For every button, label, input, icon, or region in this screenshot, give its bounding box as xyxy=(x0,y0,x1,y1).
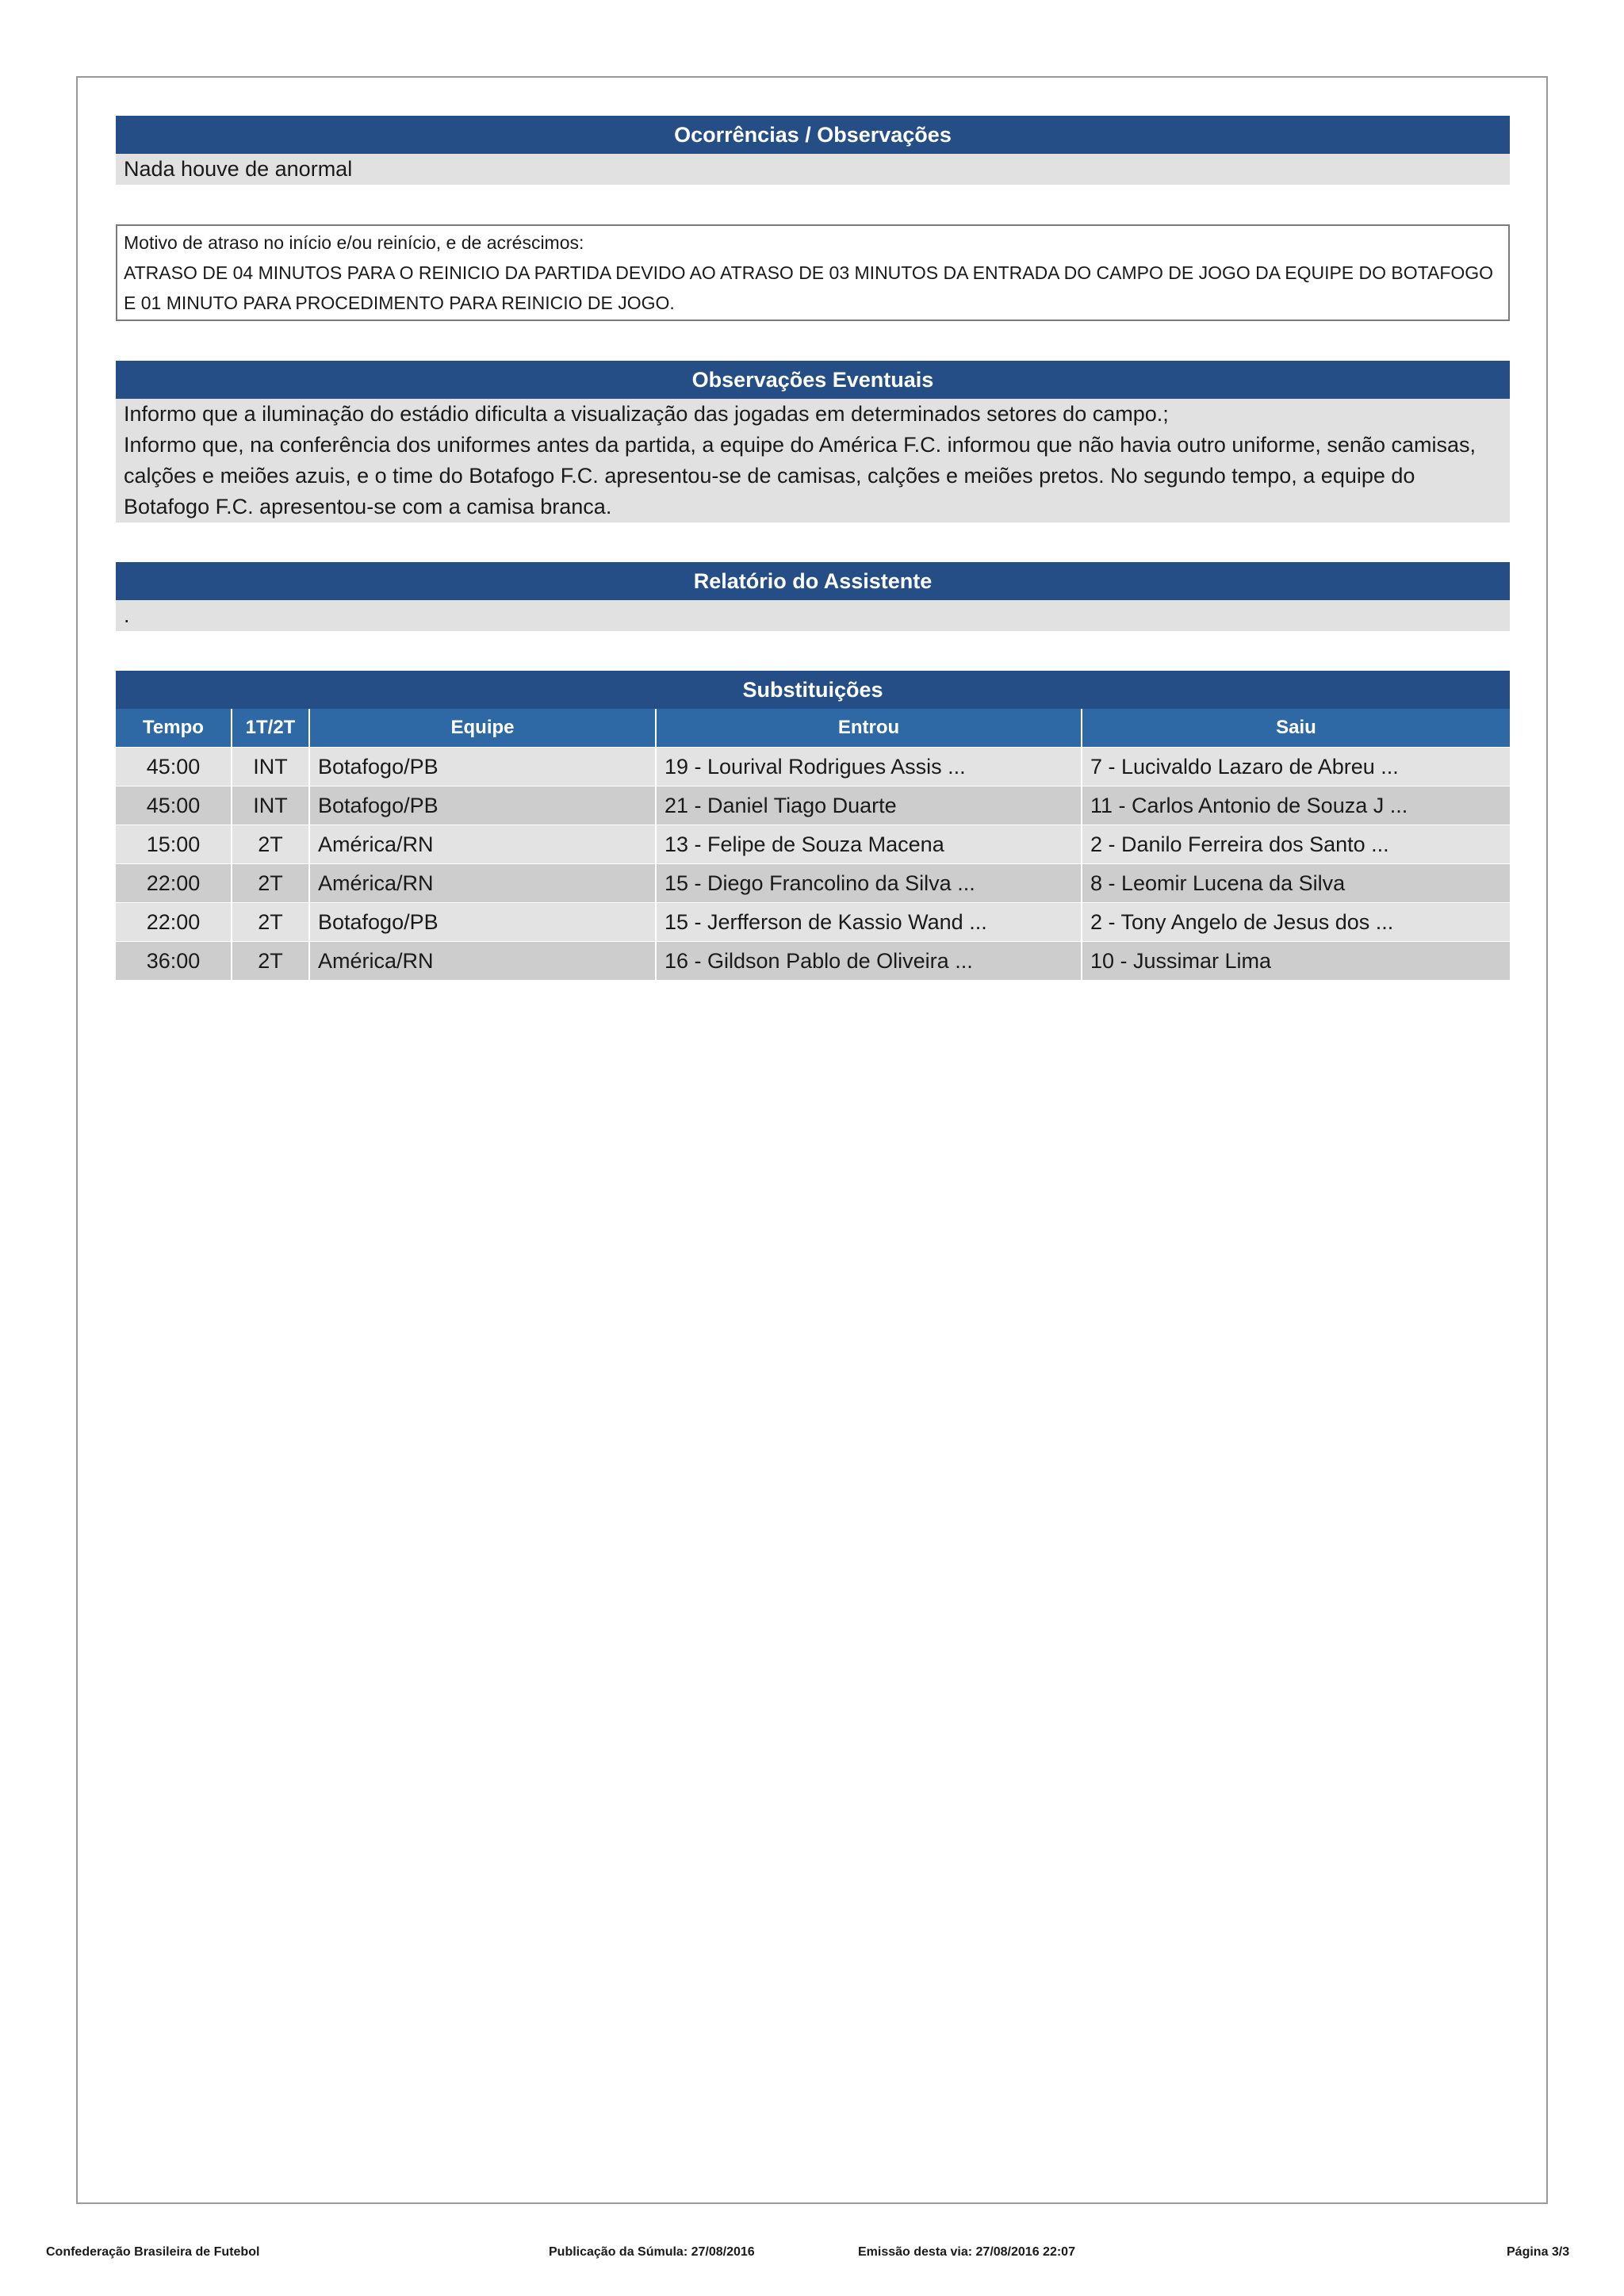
substituicoes-section xyxy=(116,671,1510,980)
table-row xyxy=(116,786,1510,825)
cell-tempo: 36:00 xyxy=(116,942,232,981)
column-header-periodo: 1T/2T xyxy=(232,709,309,748)
cell-entrou: 19 - Lourival Rodrigues Assis ... xyxy=(656,748,1082,786)
footer-pagina: Página 3/3 xyxy=(1507,2245,1570,2259)
column-header-entrou: Entrou xyxy=(656,709,1082,748)
cell-tempo: 15:00 xyxy=(116,825,232,864)
table-row xyxy=(116,825,1510,864)
column-header-saiu: Saiu xyxy=(1082,709,1510,748)
motivo-label: Motivo de atraso no início e/ou reinício, e de acréscimos: xyxy=(124,232,584,253)
footer-emissao: Emissão desta via: 27/08/2016 22:07 xyxy=(858,2245,1075,2259)
cell-entrou: 16 - Gildson Pablo de Oliveira ... xyxy=(656,942,1082,981)
ocorrencias-title: Ocorrências / Observações xyxy=(116,116,1510,154)
relatorio-section xyxy=(116,562,1510,631)
motivo-atraso-box xyxy=(116,224,1510,321)
table-row xyxy=(116,748,1510,786)
table-header-row xyxy=(116,709,1510,748)
ocorrencias-text: Nada houve de anormal xyxy=(116,154,1510,185)
cell-periodo: 2T xyxy=(232,864,309,903)
cell-equipe: Botafogo/PB xyxy=(309,786,656,825)
cell-periodo: 2T xyxy=(232,903,309,942)
observacoes-title: Observações Eventuais xyxy=(116,361,1510,399)
footer-organization: Confederação Brasileira de Futebol xyxy=(46,2245,260,2259)
column-header-tempo: Tempo xyxy=(116,709,232,748)
cell-periodo: 2T xyxy=(232,942,309,981)
observacoes-body xyxy=(116,399,1510,522)
ocorrencias-section xyxy=(116,116,1510,185)
cell-tempo: 45:00 xyxy=(116,748,232,786)
cell-saiu: 7 - Lucivaldo Lazaro de Abreu ... xyxy=(1082,748,1510,786)
cell-saiu: 8 - Leomir Lucena da Silva xyxy=(1082,864,1510,903)
document-content xyxy=(116,116,1510,980)
table-row xyxy=(116,903,1510,942)
cell-entrou: 15 - Jerfferson de Kassio Wand ... xyxy=(656,903,1082,942)
cell-periodo: INT xyxy=(232,786,309,825)
table-row xyxy=(116,864,1510,903)
cell-tempo: 22:00 xyxy=(116,903,232,942)
cell-saiu: 11 - Carlos Antonio de Souza J ... xyxy=(1082,786,1510,825)
table-row xyxy=(116,942,1510,981)
cell-periodo: INT xyxy=(232,748,309,786)
cell-tempo: 45:00 xyxy=(116,786,232,825)
substituicoes-table xyxy=(116,709,1510,980)
cell-equipe: América/RN xyxy=(309,825,656,864)
cell-entrou: 13 - Felipe de Souza Macena xyxy=(656,825,1082,864)
motivo-text: ATRASO DE 04 MINUTOS PARA O REINICIO DA PARTIDA DEVIDO AO ATRASO DE 03 MINUTOS DA ENTRADA DO CAMPO DE JOGO DA EQUIPE DO BOTAFOGO E 01 MINUTO PARA PROCEDIMENTO PARA REINICIO DE JOGO. xyxy=(124,262,1494,313)
observacoes-section xyxy=(116,361,1510,522)
substituicoes-title: Substituições xyxy=(116,671,1510,709)
observacoes-paragraph-1: Informo que a iluminação do estádio dificulta a visualização das jogadas em determinados setores do campo.; xyxy=(124,402,1169,426)
cell-equipe: América/RN xyxy=(309,942,656,981)
column-header-equipe: Equipe xyxy=(309,709,656,748)
cell-saiu: 10 - Jussimar Lima xyxy=(1082,942,1510,981)
relatorio-text: . xyxy=(116,600,1510,631)
cell-equipe: Botafogo/PB xyxy=(309,748,656,786)
cell-equipe: Botafogo/PB xyxy=(309,903,656,942)
relatorio-title: Relatório do Assistente xyxy=(116,562,1510,600)
cell-saiu: 2 - Danilo Ferreira dos Santo ... xyxy=(1082,825,1510,864)
cell-equipe: América/RN xyxy=(309,864,656,903)
cell-saiu: 2 - Tony Angelo de Jesus dos ... xyxy=(1082,903,1510,942)
cell-tempo: 22:00 xyxy=(116,864,232,903)
cell-entrou: 15 - Diego Francolino da Silva ... xyxy=(656,864,1082,903)
footer-publicacao: Publicação da Súmula: 27/08/2016 xyxy=(549,2245,755,2259)
cell-entrou: 21 - Daniel Tiago Duarte xyxy=(656,786,1082,825)
observacoes-paragraph-2: Informo que, na conferência dos uniformes antes da partida, a equipe do América F.C. informou que não havia outro uniforme, senão camisas, calções e meiões azuis, e o time do Botafogo F.C. apresentou-se de camisas, calções e meiões pretos. No segundo tempo, a equipe do Botafogo F.C. apresentou-se com a camisa branca. xyxy=(124,433,1476,519)
cell-periodo: 2T xyxy=(232,825,309,864)
